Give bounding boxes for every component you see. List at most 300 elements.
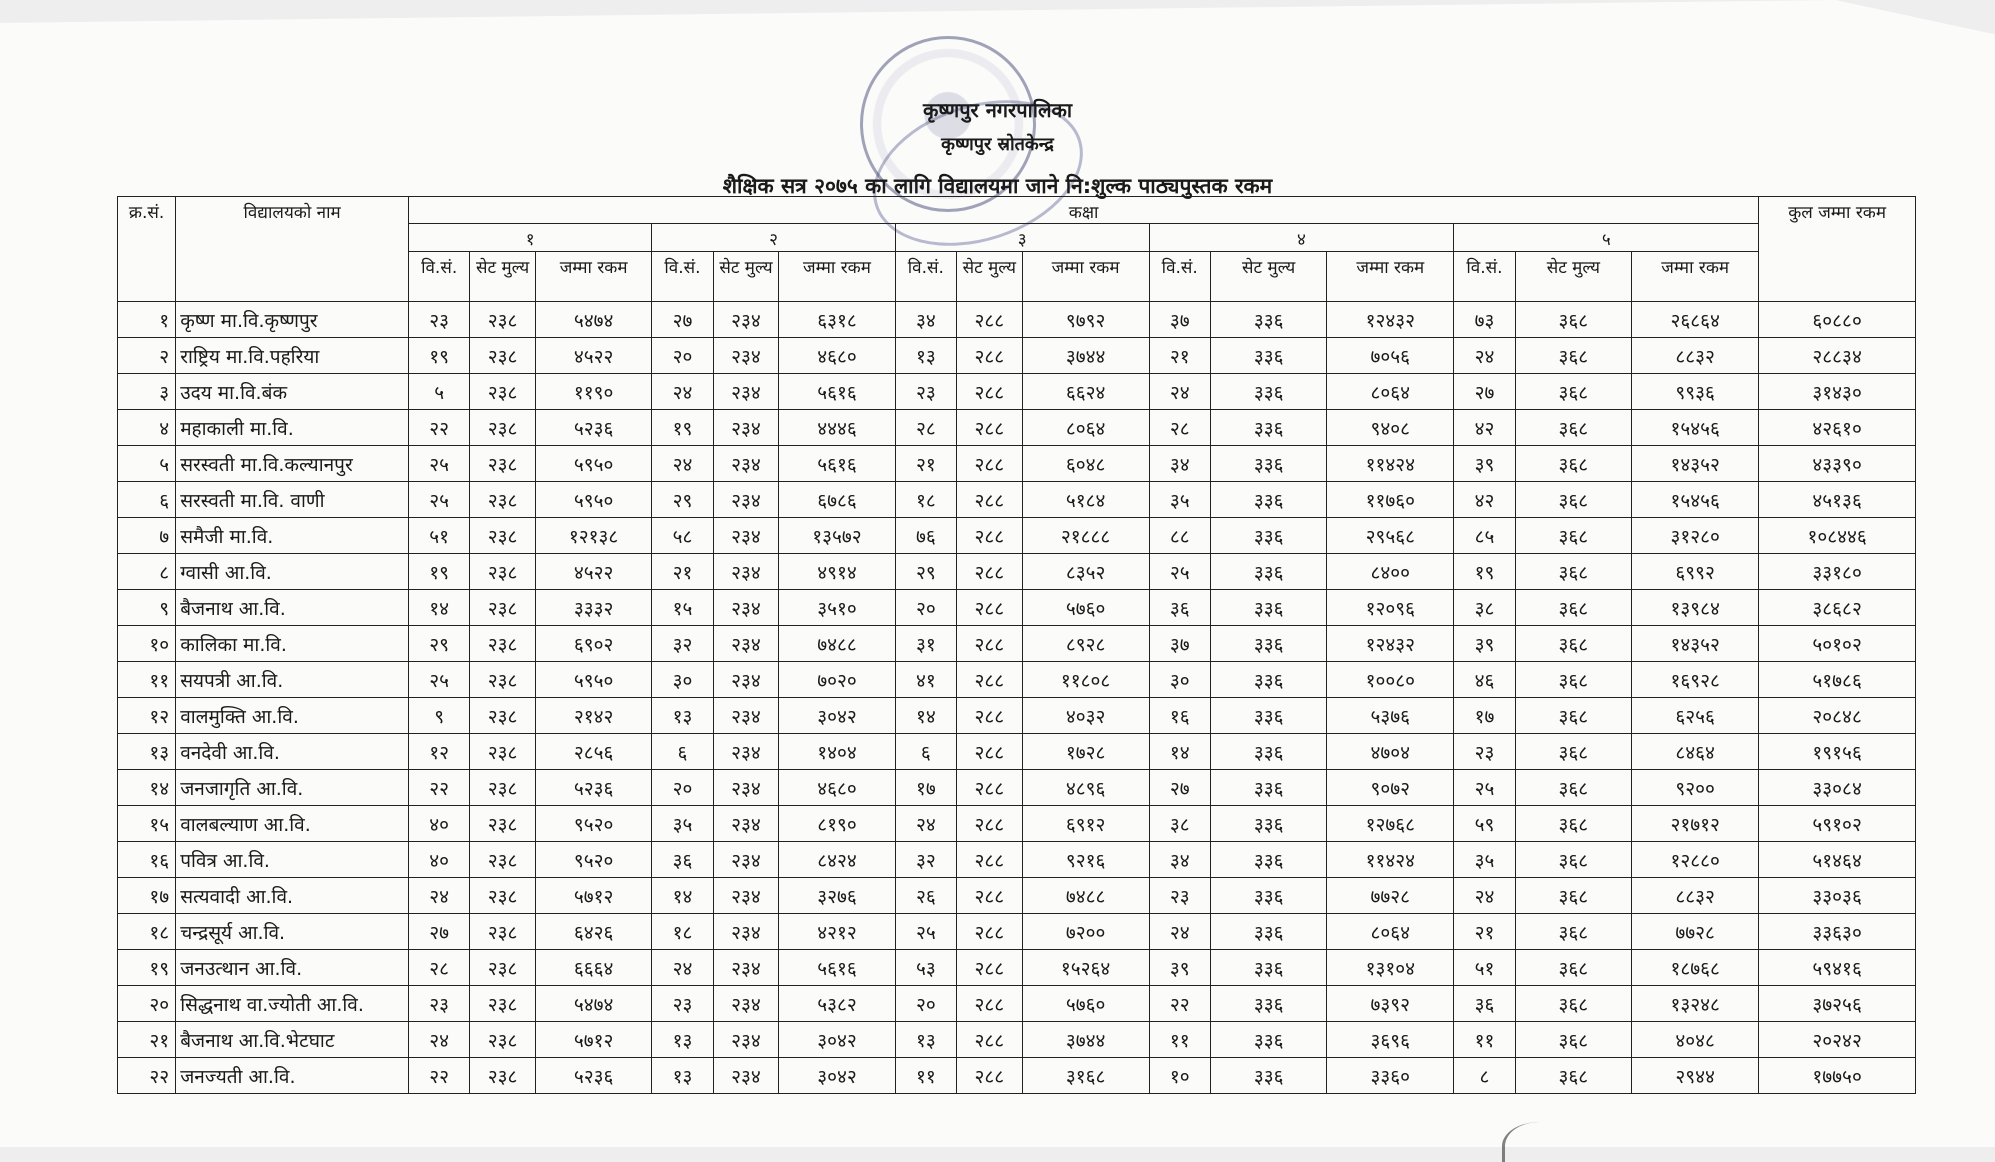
students-cell: १९ — [408, 554, 469, 590]
set-price-cell: २८८ — [957, 698, 1023, 734]
header-amount: जम्मा रकम — [535, 252, 651, 302]
students-cell: २३ — [1454, 734, 1515, 770]
amount-cell: ८०६४ — [1022, 410, 1149, 446]
amount-cell: ९०७२ — [1327, 770, 1454, 806]
header-class-4: ४ — [1149, 224, 1454, 252]
amount-cell: २१८८८ — [1022, 518, 1149, 554]
students-cell: २३ — [652, 986, 713, 1022]
students-cell: ४१ — [895, 662, 956, 698]
set-price-cell: २३४ — [713, 770, 779, 806]
header-amount: जम्मा रकम — [779, 252, 895, 302]
amount-cell: ६९९२ — [1632, 554, 1759, 590]
set-price-cell: २३८ — [470, 482, 536, 518]
header-class-3: ३ — [895, 224, 1149, 252]
students-cell: १४ — [408, 590, 469, 626]
header-serial: क्र.सं. — [118, 197, 176, 302]
school-name-cell: चन्द्रसूर्य आ.वि. — [176, 914, 409, 950]
set-price-cell: ३६८ — [1515, 446, 1631, 482]
amount-cell: ६६२४ — [1022, 374, 1149, 410]
students-cell: ३६ — [1149, 590, 1210, 626]
students-cell: ३४ — [1149, 446, 1210, 482]
set-price-cell: २३८ — [470, 410, 536, 446]
students-cell: ६ — [895, 734, 956, 770]
header-set-price: सेट मुल्य — [1210, 252, 1326, 302]
amount-cell: ६०४८ — [1022, 446, 1149, 482]
amount-cell: ५४७४ — [535, 302, 651, 338]
amount-cell: ९७९२ — [1022, 302, 1149, 338]
amount-cell: १८७६८ — [1632, 950, 1759, 986]
header-students: वि.सं. — [1454, 252, 1515, 302]
set-price-cell: ३३६ — [1210, 590, 1326, 626]
amount-cell: ५६१६ — [779, 374, 895, 410]
set-price-cell: २३८ — [470, 842, 536, 878]
amount-cell: ६२५६ — [1632, 698, 1759, 734]
set-price-cell: २३४ — [713, 446, 779, 482]
amount-cell: १७२८ — [1022, 734, 1149, 770]
set-price-cell: ३३६ — [1210, 806, 1326, 842]
set-price-cell: ३६८ — [1515, 374, 1631, 410]
grand-total-cell: ५१४६४ — [1759, 842, 1916, 878]
school-name-cell: राष्ट्रिय मा.वि.पहरिया — [176, 338, 409, 374]
set-price-cell: ३६८ — [1515, 770, 1631, 806]
school-name-cell: उदय मा.वि.बंक — [176, 374, 409, 410]
amount-cell: ८१९० — [779, 806, 895, 842]
table-row — [118, 914, 1916, 950]
amount-cell: ९२०० — [1632, 770, 1759, 806]
header-school-name: विद्यालयको नाम — [176, 197, 409, 302]
set-price-cell: २३८ — [470, 338, 536, 374]
set-price-cell: २८८ — [957, 1022, 1023, 1058]
amount-cell: ७०५६ — [1327, 338, 1454, 374]
set-price-cell: २३८ — [470, 518, 536, 554]
set-price-cell: २३४ — [713, 806, 779, 842]
amount-cell: १४३५२ — [1632, 446, 1759, 482]
set-price-cell: ३६८ — [1515, 698, 1631, 734]
table-row — [118, 554, 1916, 590]
grand-total-cell: ४२६१० — [1759, 410, 1916, 446]
students-cell: २७ — [652, 302, 713, 338]
students-cell: ३८ — [1454, 590, 1515, 626]
set-price-cell: २८८ — [957, 590, 1023, 626]
amount-cell: ५४७४ — [535, 986, 651, 1022]
school-name-cell: कृष्ण मा.वि.कृष्णपुर — [176, 302, 409, 338]
serial-cell: १२ — [118, 698, 176, 734]
students-cell: २५ — [1149, 554, 1210, 590]
amount-cell: ६६६४ — [535, 950, 651, 986]
students-cell: २१ — [652, 554, 713, 590]
set-price-cell: ३६८ — [1515, 590, 1631, 626]
set-price-cell: ३३६ — [1210, 950, 1326, 986]
grand-total-cell: ५१७८६ — [1759, 662, 1916, 698]
students-cell: २९ — [408, 626, 469, 662]
grand-total-cell: १९१५६ — [1759, 734, 1916, 770]
students-cell: २२ — [1149, 986, 1210, 1022]
set-price-cell: ३३६ — [1210, 914, 1326, 950]
students-cell: ३५ — [652, 806, 713, 842]
students-cell: १४ — [1149, 734, 1210, 770]
students-cell: ५ — [408, 374, 469, 410]
amount-cell: ३३६० — [1327, 1058, 1454, 1094]
amount-cell: ६४२६ — [535, 914, 651, 950]
students-cell: २४ — [408, 878, 469, 914]
amount-cell: १४०४ — [779, 734, 895, 770]
students-cell: १८ — [652, 914, 713, 950]
students-cell: ११ — [1149, 1022, 1210, 1058]
amount-cell: ८४०० — [1327, 554, 1454, 590]
students-cell: ३५ — [1454, 842, 1515, 878]
set-price-cell: ३६८ — [1515, 518, 1631, 554]
set-price-cell: ३३६ — [1210, 842, 1326, 878]
set-price-cell: २३८ — [470, 1022, 536, 1058]
header-amount: जम्मा रकम — [1022, 252, 1149, 302]
set-price-cell: २३८ — [470, 986, 536, 1022]
amount-cell: ८०६४ — [1327, 374, 1454, 410]
students-cell: २४ — [1149, 374, 1210, 410]
set-price-cell: २३४ — [713, 662, 779, 698]
students-cell: ११ — [895, 1058, 956, 1094]
table-row — [118, 590, 1916, 626]
set-price-cell: २३४ — [713, 878, 779, 914]
amount-cell: ११८०८ — [1022, 662, 1149, 698]
set-price-cell: २८८ — [957, 770, 1023, 806]
amount-cell: ८८३२ — [1632, 338, 1759, 374]
students-cell: ३२ — [895, 842, 956, 878]
students-cell: ८ — [1454, 1058, 1515, 1094]
header-class-1: १ — [408, 224, 651, 252]
table-row — [118, 626, 1916, 662]
set-price-cell: २८८ — [957, 806, 1023, 842]
set-price-cell: २८८ — [957, 914, 1023, 950]
set-price-cell: ३६८ — [1515, 1058, 1631, 1094]
students-cell: ३६ — [1454, 986, 1515, 1022]
set-price-cell: २८८ — [957, 986, 1023, 1022]
amount-cell: ३०४२ — [779, 1022, 895, 1058]
students-cell: २४ — [652, 446, 713, 482]
serial-cell: ८ — [118, 554, 176, 590]
students-cell: १८ — [895, 482, 956, 518]
header-students: वि.सं. — [652, 252, 713, 302]
students-cell: ४२ — [1454, 410, 1515, 446]
set-price-cell: ३६८ — [1515, 914, 1631, 950]
amount-cell: ९२१६ — [1022, 842, 1149, 878]
grand-total-cell: ५०१०२ — [1759, 626, 1916, 662]
set-price-cell: २३८ — [470, 662, 536, 698]
set-price-cell: २८८ — [957, 374, 1023, 410]
grand-total-cell: २०२४२ — [1759, 1022, 1916, 1058]
amount-cell: ३७४४ — [1022, 1022, 1149, 1058]
set-price-cell: ३३६ — [1210, 338, 1326, 374]
table-row — [118, 1022, 1916, 1058]
header-amount: जम्मा रकम — [1632, 252, 1759, 302]
set-price-cell: ३६८ — [1515, 662, 1631, 698]
students-cell: ३४ — [1149, 842, 1210, 878]
set-price-cell: ३६८ — [1515, 410, 1631, 446]
students-cell: ३० — [1149, 662, 1210, 698]
amount-cell: ७२०० — [1022, 914, 1149, 950]
set-price-cell: ३६८ — [1515, 986, 1631, 1022]
students-cell: २२ — [408, 1058, 469, 1094]
students-cell: २६ — [895, 878, 956, 914]
amount-cell: १२७६८ — [1327, 806, 1454, 842]
students-cell: ८८ — [1149, 518, 1210, 554]
students-cell: ७६ — [895, 518, 956, 554]
header-class-2: २ — [652, 224, 895, 252]
set-price-cell: २३८ — [470, 554, 536, 590]
amount-cell: ३१६८ — [1022, 1058, 1149, 1094]
amount-cell: ५९५० — [535, 482, 651, 518]
students-cell: २१ — [1454, 914, 1515, 950]
students-cell: २४ — [1454, 878, 1515, 914]
amount-cell: ४५२२ — [535, 554, 651, 590]
school-name-cell: जनउत्थान आ.वि. — [176, 950, 409, 986]
students-cell: १३ — [652, 698, 713, 734]
amount-cell: ५७१२ — [535, 878, 651, 914]
table-row — [118, 446, 1916, 482]
set-price-cell: ३३६ — [1210, 374, 1326, 410]
table-row — [118, 302, 1916, 338]
set-price-cell: २३४ — [713, 914, 779, 950]
students-cell: ५८ — [652, 518, 713, 554]
header-grand-total: कुल जम्मा रकम — [1759, 197, 1916, 302]
students-cell: २७ — [408, 914, 469, 950]
amount-cell: १००८० — [1327, 662, 1454, 698]
set-price-cell: ३३६ — [1210, 770, 1326, 806]
header-set-price: सेट मुल्य — [713, 252, 779, 302]
serial-cell: १३ — [118, 734, 176, 770]
table-row — [118, 662, 1916, 698]
students-cell: १५ — [652, 590, 713, 626]
students-cell: १९ — [408, 338, 469, 374]
amount-cell: १५४५६ — [1632, 410, 1759, 446]
amount-cell: ४७०४ — [1327, 734, 1454, 770]
amount-cell: ९९३६ — [1632, 374, 1759, 410]
serial-cell: १ — [118, 302, 176, 338]
school-name-cell: जनज्यती आ.वि. — [176, 1058, 409, 1094]
amount-cell: ५७६० — [1022, 986, 1149, 1022]
amount-cell: ८४२४ — [779, 842, 895, 878]
students-cell: २४ — [652, 374, 713, 410]
students-cell: १२ — [408, 734, 469, 770]
set-price-cell: २३४ — [713, 734, 779, 770]
amount-cell: ५७६० — [1022, 590, 1149, 626]
amount-cell: ३२७६ — [779, 878, 895, 914]
students-cell: १७ — [895, 770, 956, 806]
table-row — [118, 518, 1916, 554]
header-set-price: सेट मुल्य — [1515, 252, 1631, 302]
amount-cell: १२४३२ — [1327, 302, 1454, 338]
serial-cell: २२ — [118, 1058, 176, 1094]
amount-cell: ३५१० — [779, 590, 895, 626]
students-cell: २१ — [1149, 338, 1210, 374]
amount-cell: ९४०८ — [1327, 410, 1454, 446]
set-price-cell: २८८ — [957, 446, 1023, 482]
serial-cell: ९ — [118, 590, 176, 626]
students-cell: २४ — [652, 950, 713, 986]
grand-total-cell: १०८४४६ — [1759, 518, 1916, 554]
set-price-cell: ३६८ — [1515, 1022, 1631, 1058]
amount-cell: ७४८८ — [779, 626, 895, 662]
set-price-cell: २३८ — [470, 1058, 536, 1094]
amount-cell: १३५७२ — [779, 518, 895, 554]
set-price-cell: २८८ — [957, 734, 1023, 770]
amount-cell: २६८६४ — [1632, 302, 1759, 338]
document-title: शैक्षिक सत्र २०७५ का लागि विद्यालयमा जाने नि:शुल्क पाठ्यपुस्तक रकम — [722, 174, 1273, 198]
students-cell: ३९ — [1454, 446, 1515, 482]
school-name-cell: महाकाली मा.वि. — [176, 410, 409, 446]
amount-cell: १३९८४ — [1632, 590, 1759, 626]
students-cell: १३ — [895, 1022, 956, 1058]
set-price-cell: २३४ — [713, 302, 779, 338]
students-cell: १० — [1149, 1058, 1210, 1094]
header-class-group: कक्षा — [408, 197, 1758, 224]
students-cell: ५३ — [895, 950, 956, 986]
amount-cell: १५२६४ — [1022, 950, 1149, 986]
amount-cell: ३६९६ — [1327, 1022, 1454, 1058]
header-amount: जम्मा रकम — [1327, 252, 1454, 302]
header-students: वि.सं. — [1149, 252, 1210, 302]
set-price-cell: २३४ — [713, 842, 779, 878]
set-price-cell: ३३६ — [1210, 446, 1326, 482]
set-price-cell: ३३६ — [1210, 1022, 1326, 1058]
grand-total-cell: ४५१३६ — [1759, 482, 1916, 518]
amount-cell: ८४६४ — [1632, 734, 1759, 770]
set-price-cell: ३३६ — [1210, 626, 1326, 662]
amount-cell: ४९१४ — [779, 554, 895, 590]
set-price-cell: २८८ — [957, 626, 1023, 662]
amount-cell: १२४३२ — [1327, 626, 1454, 662]
grand-total-cell: २०८४८ — [1759, 698, 1916, 734]
students-cell: ३७ — [1149, 626, 1210, 662]
amount-cell: ३७४४ — [1022, 338, 1149, 374]
students-cell: ११ — [1454, 1022, 1515, 1058]
serial-cell: १५ — [118, 806, 176, 842]
amount-cell: १२१३८ — [535, 518, 651, 554]
set-price-cell: २८८ — [957, 482, 1023, 518]
set-price-cell: २८८ — [957, 338, 1023, 374]
set-price-cell: २३४ — [713, 410, 779, 446]
table-row — [118, 842, 1916, 878]
set-price-cell: २३८ — [470, 626, 536, 662]
amount-cell: ९५२० — [535, 842, 651, 878]
students-cell: ३१ — [895, 626, 956, 662]
amount-cell: ३०४२ — [779, 698, 895, 734]
serial-cell: ११ — [118, 662, 176, 698]
set-price-cell: २३८ — [470, 734, 536, 770]
set-price-cell: ३३६ — [1210, 698, 1326, 734]
serial-cell: ७ — [118, 518, 176, 554]
students-cell: २४ — [408, 1022, 469, 1058]
set-price-cell: ३३६ — [1210, 986, 1326, 1022]
amount-cell: ५२३६ — [535, 410, 651, 446]
set-price-cell: २३८ — [470, 374, 536, 410]
students-cell: २२ — [408, 410, 469, 446]
students-cell: ४२ — [1454, 482, 1515, 518]
amount-cell: ५३८२ — [779, 986, 895, 1022]
amount-cell: ४०३२ — [1022, 698, 1149, 734]
school-name-cell: बैजनाथ आ.वि.भेटघाट — [176, 1022, 409, 1058]
students-cell: २४ — [895, 806, 956, 842]
students-cell: ३६ — [652, 842, 713, 878]
amount-cell: २१४२ — [535, 698, 651, 734]
grand-total-cell: ३८६८२ — [1759, 590, 1916, 626]
table-row — [118, 770, 1916, 806]
table-row — [118, 338, 1916, 374]
set-price-cell: २३४ — [713, 554, 779, 590]
students-cell: २५ — [408, 446, 469, 482]
students-cell: २७ — [1149, 770, 1210, 806]
amount-cell: ५९५० — [535, 662, 651, 698]
grand-total-cell: ३३१८० — [1759, 554, 1916, 590]
table-row — [118, 374, 1916, 410]
students-cell: १३ — [652, 1022, 713, 1058]
students-cell: ३० — [652, 662, 713, 698]
amount-cell: ५९५० — [535, 446, 651, 482]
set-price-cell: ३३६ — [1210, 518, 1326, 554]
amount-cell: १२८८० — [1632, 842, 1759, 878]
amount-cell: ४५२२ — [535, 338, 651, 374]
set-price-cell: ३३६ — [1210, 482, 1326, 518]
amount-cell: ४२१२ — [779, 914, 895, 950]
amount-cell: १४३५२ — [1632, 626, 1759, 662]
set-price-cell: ३३६ — [1210, 662, 1326, 698]
grand-total-cell: ४३३९० — [1759, 446, 1916, 482]
students-cell: १३ — [652, 1058, 713, 1094]
set-price-cell: २३८ — [470, 590, 536, 626]
students-cell: ४० — [408, 842, 469, 878]
students-cell: ३४ — [895, 302, 956, 338]
amount-cell: २८५६ — [535, 734, 651, 770]
set-price-cell: २८८ — [957, 302, 1023, 338]
students-cell: ९ — [408, 698, 469, 734]
amount-cell: ६७८६ — [779, 482, 895, 518]
set-price-cell: २३४ — [713, 374, 779, 410]
students-cell: २५ — [408, 482, 469, 518]
students-cell: २५ — [1454, 770, 1515, 806]
school-name-cell: पवित्र आ.वि. — [176, 842, 409, 878]
school-name-cell: कालिका मा.वि. — [176, 626, 409, 662]
students-cell: २४ — [1454, 338, 1515, 374]
amount-cell: १५४५६ — [1632, 482, 1759, 518]
set-price-cell: ३३६ — [1210, 302, 1326, 338]
students-cell: २३ — [1149, 878, 1210, 914]
set-price-cell: २३८ — [470, 914, 536, 950]
set-price-cell: २३८ — [470, 698, 536, 734]
students-cell: २० — [895, 986, 956, 1022]
header-set-price: सेट मुल्य — [470, 252, 536, 302]
set-price-cell: ३६८ — [1515, 950, 1631, 986]
students-cell: २१ — [895, 446, 956, 482]
table-row — [118, 410, 1916, 446]
school-name-cell: सरस्वती मा.वि. वाणी — [176, 482, 409, 518]
students-cell: ३५ — [1149, 482, 1210, 518]
table-row — [118, 734, 1916, 770]
students-cell: २८ — [408, 950, 469, 986]
students-cell: २८ — [1149, 410, 1210, 446]
set-price-cell: ३३६ — [1210, 1058, 1326, 1094]
set-price-cell: २८८ — [957, 1058, 1023, 1094]
school-name-cell: सरस्वती मा.वि.कल्यानपुर — [176, 446, 409, 482]
students-cell: १६ — [1149, 698, 1210, 734]
amount-cell: ३३३२ — [535, 590, 651, 626]
students-cell: २५ — [895, 914, 956, 950]
amount-cell: ६३१८ — [779, 302, 895, 338]
serial-cell: ६ — [118, 482, 176, 518]
set-price-cell: २३४ — [713, 626, 779, 662]
serial-cell: १८ — [118, 914, 176, 950]
table-row — [118, 1058, 1916, 1094]
set-price-cell: २८८ — [957, 410, 1023, 446]
set-price-cell: २८८ — [957, 950, 1023, 986]
